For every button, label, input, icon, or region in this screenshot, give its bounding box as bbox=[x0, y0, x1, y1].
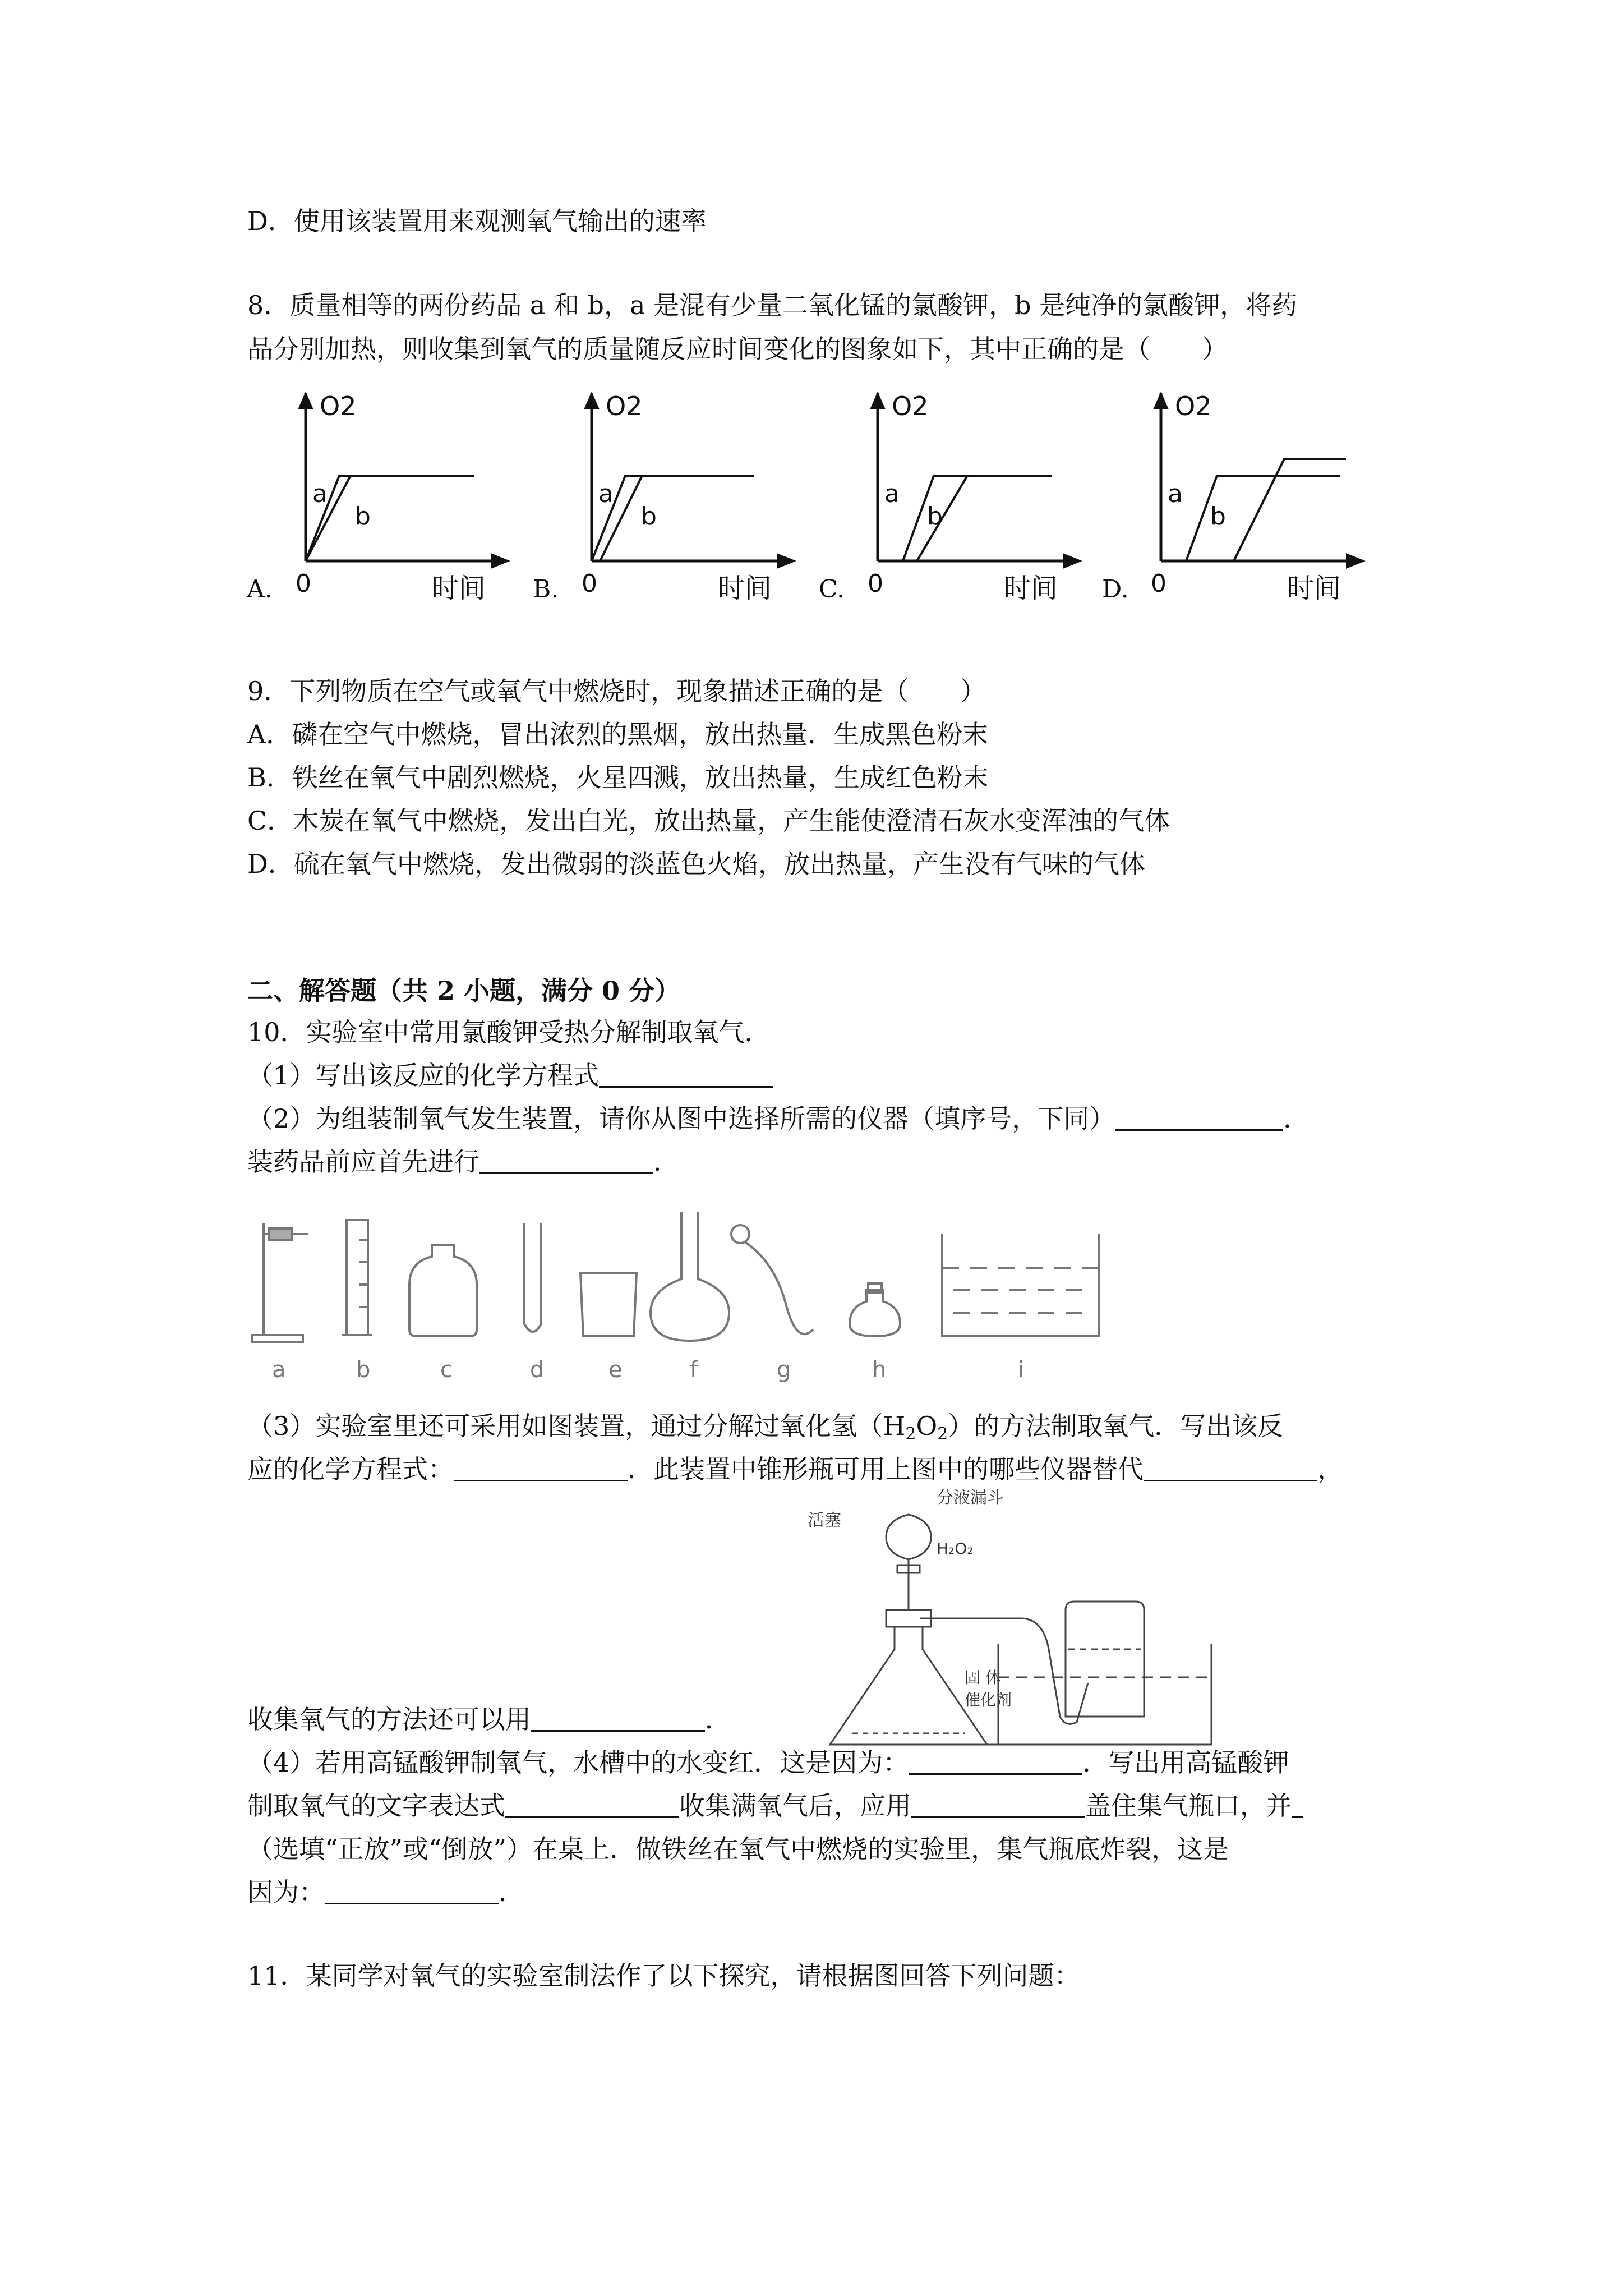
x-axis-label: 时间 bbox=[432, 573, 486, 604]
answer-blank[interactable] bbox=[531, 1704, 705, 1732]
apparatus-label-e: e bbox=[608, 1357, 623, 1383]
formula-letter: O bbox=[916, 1411, 938, 1441]
x-axis-arrow bbox=[1063, 553, 1082, 569]
answer-blank[interactable] bbox=[1144, 1454, 1317, 1481]
q10-part3b-text2: ．此装置中锥形瓶可用上图中的哪些仪器替代 bbox=[628, 1454, 1144, 1484]
graph-d bbox=[1102, 391, 1366, 604]
q8-stem-line2: 品分别加热，则收集到氧气的质量随反应时间变化的图象如下，其中正确的是（ ） bbox=[247, 334, 1228, 364]
piston-label: 活塞 bbox=[808, 1511, 841, 1530]
h2o2-label: H₂O₂ bbox=[937, 1539, 974, 1558]
apparatus-label-b: b bbox=[356, 1357, 371, 1383]
label-a: a bbox=[1168, 480, 1183, 508]
answer-blank[interactable] bbox=[505, 1791, 679, 1818]
q10-part2-line2 bbox=[247, 1144, 679, 1180]
label-a: a bbox=[598, 480, 614, 508]
answer-blank[interactable] bbox=[325, 1877, 499, 1904]
q10-part2-line1 bbox=[247, 1101, 1309, 1137]
section-2-heading: 二、解答题（共 2 小题，满分 0 分） bbox=[247, 976, 681, 1006]
q10-part4-line1 bbox=[247, 1745, 1289, 1780]
answer-blank[interactable] bbox=[599, 1060, 773, 1088]
apparatus-label-f: f bbox=[690, 1357, 698, 1383]
answer-blank[interactable] bbox=[1292, 1791, 1303, 1818]
q10-part4-line4 bbox=[247, 1874, 524, 1910]
answer-blank[interactable] bbox=[1115, 1103, 1283, 1131]
y-axis-arrow bbox=[584, 392, 600, 409]
q10-part2b-text: 装药品前应首先进行 bbox=[247, 1147, 479, 1177]
label-a: a bbox=[312, 480, 328, 508]
q10-part4-text: （4）若用高锰酸钾制氧气，水槽中的水变红．这是因为： bbox=[247, 1747, 909, 1778]
q9-stem: 9．下列物质在空气或氧气中燃烧时，现象描述正确的是（ ） bbox=[247, 676, 986, 706]
test-tube-drawing bbox=[524, 1223, 541, 1332]
delivery-tube-drawing bbox=[731, 1225, 813, 1334]
q11-stem: 11．某同学对氧气的实验室制法作了以下探究，请根据图回答下列问题： bbox=[247, 1961, 1080, 1991]
y-axis-label: O2 bbox=[606, 391, 643, 421]
label-b: b bbox=[1210, 502, 1226, 531]
graph-option-label: C. bbox=[819, 575, 845, 604]
flask-drawing bbox=[651, 1212, 729, 1341]
graph-c bbox=[819, 391, 1082, 604]
q10-part3-line1 bbox=[247, 1408, 1283, 1452]
x-axis-label: 时间 bbox=[1004, 573, 1058, 604]
q10-part3c-text: 收集氧气的方法还可以用 bbox=[247, 1704, 531, 1734]
origin-label: 0 bbox=[868, 569, 883, 598]
q9-option-d: D．硫在氧气中燃烧，发出微弱的淡蓝色火焰，放出热量，产生没有气味的气体 bbox=[247, 849, 1145, 879]
q10-part3-text: （3）实验室里还可采用如图装置，通过分解过氧化氢（H bbox=[247, 1411, 906, 1441]
q10-part4-line2 bbox=[247, 1788, 1303, 1824]
q9-option-c: C．木炭在氧气中燃烧，发出白光，放出热量，产生能使澄清石灰水变浑浊的气体 bbox=[247, 806, 1170, 836]
line-a bbox=[592, 476, 754, 561]
origin-label: 0 bbox=[296, 569, 311, 598]
q10-part1 bbox=[247, 1057, 773, 1093]
line-a bbox=[306, 476, 474, 561]
answer-blank[interactable] bbox=[479, 1147, 653, 1174]
label-a: a bbox=[884, 480, 900, 508]
y-axis-label: O2 bbox=[892, 391, 929, 421]
q9-option-a: A．磷在空气中燃烧，冒出浓烈的黑烟，放出热量．生成黑色粉末 bbox=[247, 719, 989, 749]
water-trough-drawing bbox=[942, 1234, 1099, 1336]
label-b: b bbox=[927, 502, 943, 531]
graph-b bbox=[533, 391, 796, 604]
funnel-label: 分液漏斗 bbox=[937, 1488, 1004, 1508]
catalyst-label: 催化剂 bbox=[965, 1691, 1012, 1709]
q10-part4b-text: 制取氧气的文字表达式 bbox=[247, 1791, 505, 1821]
apparatus-label-g: g bbox=[777, 1357, 791, 1383]
graph-option-label: A. bbox=[247, 575, 273, 604]
graph-option-label: D. bbox=[1102, 575, 1129, 604]
x-axis-arrow bbox=[1346, 553, 1366, 569]
label-b: b bbox=[641, 502, 657, 531]
q10-part3b-text: 应的化学方程式： bbox=[247, 1454, 454, 1484]
y-axis-arrow bbox=[870, 392, 886, 409]
apparatus-label-c: c bbox=[440, 1357, 453, 1383]
alcohol-lamp-drawing bbox=[850, 1283, 900, 1336]
q10-part4-line3: （选填“正放”或“倒放”）在桌上．做铁丝在氧气中燃烧的实验里，集气瓶底炸裂，这是 bbox=[247, 1834, 1229, 1864]
punct: ． bbox=[499, 1877, 524, 1907]
x-axis-label: 时间 bbox=[718, 573, 772, 604]
bottle-drawing bbox=[409, 1245, 477, 1336]
apparatus-figure bbox=[247, 1189, 1368, 1391]
y-axis-label: O2 bbox=[320, 391, 357, 421]
graph-option-label: B. bbox=[533, 575, 559, 604]
origin-label: 0 bbox=[1151, 569, 1166, 598]
q10-stem: 10．实验室中常用氯酸钾受热分解制取氧气． bbox=[247, 1017, 771, 1047]
punct: ． bbox=[653, 1147, 679, 1177]
graduated-cylinder-drawing bbox=[342, 1220, 372, 1335]
y-axis-label: O2 bbox=[1175, 391, 1212, 421]
answer-blank[interactable] bbox=[909, 1747, 1082, 1775]
answer-blank[interactable] bbox=[911, 1791, 1085, 1818]
label-b: b bbox=[355, 502, 371, 531]
q9-option-b: B．铁丝在氧气中剧烈燃烧，火星四溅，放出热量，生成红色粉末 bbox=[247, 762, 989, 793]
x-axis-arrow bbox=[491, 553, 510, 569]
h2o2-apparatus-figure bbox=[785, 1481, 1290, 1761]
punct: ． bbox=[705, 1704, 731, 1734]
q10-part4-text2: ．写出用高锰酸钾 bbox=[1082, 1747, 1289, 1778]
solid-label: 固 体 bbox=[965, 1668, 1001, 1687]
q10-part1-text: （1）写出该反应的化学方程式 bbox=[247, 1060, 600, 1091]
q10-part4b-text2: 收集满氧气后，应用 bbox=[679, 1791, 911, 1821]
punct: ， bbox=[1317, 1454, 1343, 1484]
q10-part3-line3 bbox=[247, 1701, 731, 1737]
y-axis-arrow bbox=[1153, 392, 1169, 409]
apparatus-label-i: i bbox=[1018, 1357, 1025, 1383]
beaker-drawing bbox=[580, 1273, 637, 1336]
punct: ． bbox=[1283, 1103, 1310, 1134]
x-axis-arrow bbox=[777, 553, 796, 569]
line-b bbox=[1234, 459, 1346, 561]
subscript: 2 bbox=[905, 1424, 916, 1444]
graph-a bbox=[246, 391, 510, 604]
q10-part2-text: （2）为组装制氧气发生装置，请你从图中选择所需的仪器（填序号，下同） bbox=[247, 1103, 1115, 1134]
y-axis-arrow bbox=[298, 392, 313, 409]
q10-part3-text-end: ）的方法制取氧气．写出该反 bbox=[948, 1411, 1284, 1441]
q7-option-d: D．使用该装置用来观测氧气输出的速率 bbox=[247, 206, 707, 236]
answer-blank[interactable] bbox=[454, 1454, 628, 1481]
origin-label: 0 bbox=[582, 569, 597, 598]
line-a bbox=[1186, 476, 1340, 561]
x-axis-label: 时间 bbox=[1287, 573, 1341, 604]
apparatus-label-a: a bbox=[272, 1357, 286, 1383]
subscript: 2 bbox=[937, 1424, 948, 1444]
iron-stand-drawing bbox=[252, 1223, 308, 1342]
q8-stem-line1: 8．质量相等的两份药品 a 和 b，a 是混有少量二氧化锰的氯酸钾，b 是纯净的氯酸钾，将药 bbox=[247, 290, 1298, 320]
q10-part4b-text3: 盖住集气瓶口，并 bbox=[1085, 1791, 1292, 1821]
q10-part4d-text: 因为： bbox=[247, 1877, 325, 1907]
apparatus-label-h: h bbox=[872, 1357, 887, 1383]
apparatus-label-d: d bbox=[530, 1357, 545, 1383]
q8-graphs bbox=[0, 381, 1623, 662]
